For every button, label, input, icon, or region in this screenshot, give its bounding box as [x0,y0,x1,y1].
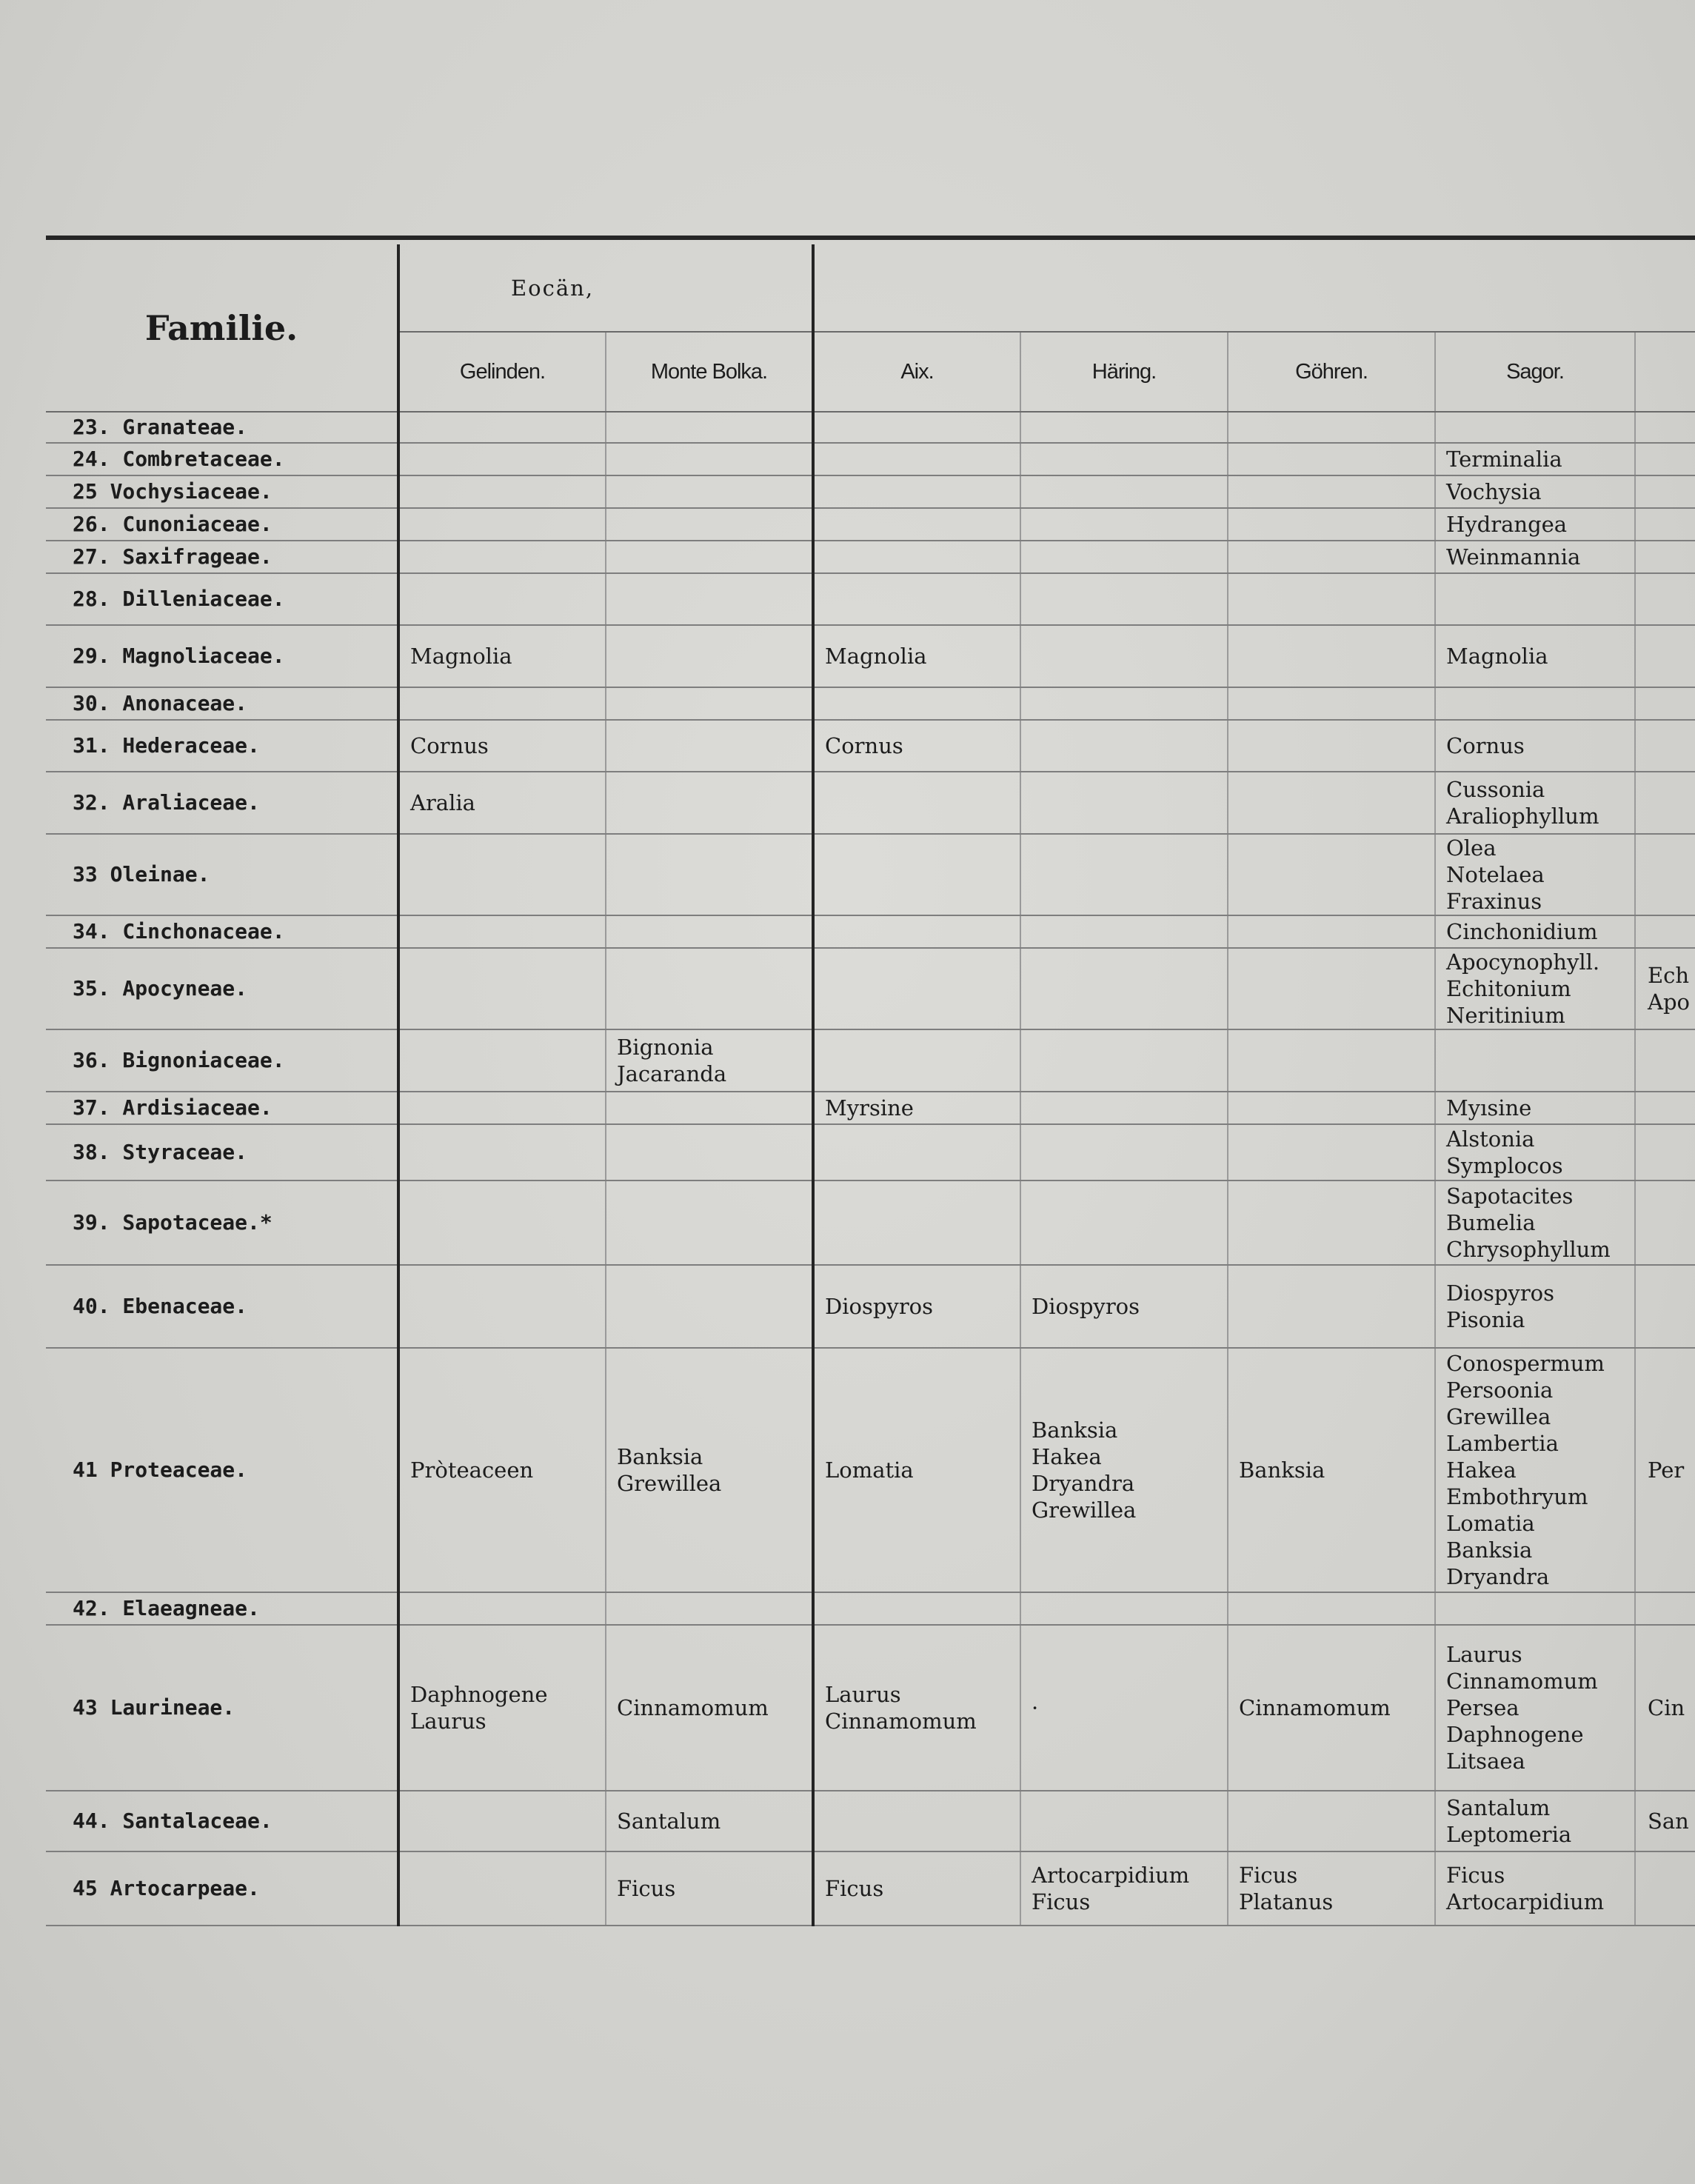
cell-goehren [1228,1092,1435,1124]
cell-haering [1020,541,1228,573]
cell-line: Lomatia [1446,1511,1535,1536]
cell-monte-bolka [606,834,813,915]
cell-gelinden: Aralia [398,772,606,834]
cell-line: Leptomeria [1446,1822,1572,1847]
cell-monte-bolka [606,1592,813,1625]
cell-next [1635,1265,1695,1348]
cell-goehren [1228,573,1435,625]
cell-line: Echitonium [1446,976,1571,1001]
cell-gelinden [398,834,606,915]
col-header-goehren: Göhren. [1228,332,1435,412]
cell-line: Olea [1446,835,1497,861]
cell-gelinden [398,1092,606,1124]
cell-line: Laurus [1446,1642,1522,1667]
cell-sagor [1435,687,1635,720]
cell-goehren [1228,508,1435,541]
table-row [46,1592,1695,1625]
cell-aix [813,687,1020,720]
cell-gelinden [398,508,606,541]
cell-line: Embothryum [1446,1484,1588,1509]
cell-sagor: Weinmannia [1435,541,1635,573]
cell-aix [813,1029,1020,1092]
cell-next [1635,443,1695,475]
flora-table [46,244,1695,1926]
cell-aix [813,948,1020,1029]
cell-familie: 41 Proteaceae. [46,1348,398,1592]
cell-next: Per [1635,1348,1695,1592]
cell-next: San [1635,1791,1695,1851]
cell-next [1635,412,1695,443]
cell-goehren [1228,412,1435,443]
cell-line: Daphnogene [1446,1722,1584,1747]
epoch-header: Eocän, [398,244,813,332]
cell-next [1635,541,1695,573]
cell-haering [1020,443,1228,475]
table-row [46,573,1695,625]
header-row-epoch [46,244,1695,332]
cell-haering [1020,1851,1228,1926]
cell-line: Ficus [1446,1863,1505,1888]
cell-line: Fraxinus [1446,889,1542,914]
cell-sagor [1435,1791,1635,1851]
cell-gelinden [398,412,606,443]
cell-aix [813,443,1020,475]
cell-line: Araliophyllum [1446,804,1599,829]
cell-goehren: Cinnamomum [1228,1625,1435,1791]
cell-familie: 28. Dilleniaceae. [46,573,398,625]
table-row [46,1348,1695,1592]
cell-aix [813,772,1020,834]
cell-goehren [1228,1124,1435,1181]
cell-sagor [1435,412,1635,443]
cell-gelinden [398,1124,606,1181]
cell-aix [813,834,1020,915]
cell-line: Diospyros [1446,1280,1555,1306]
cell-goehren [1228,1851,1435,1926]
cell-line: Ech [1648,963,1690,988]
cell-familie: 42. Elaeagneae. [46,1592,398,1625]
cell-gelinden [398,1625,606,1791]
col-header-sagor: Sagor. [1435,332,1635,412]
cell-familie: 32. Araliaceae. [46,772,398,834]
cell-sagor: Terminalia [1435,443,1635,475]
cell-line: Notelaea [1446,862,1545,887]
cell-line: Banksia [617,1444,703,1469]
cell-next [1635,834,1695,915]
cell-line: Cinnamomum [1446,1669,1598,1694]
cell-line: Daphnogene [410,1682,548,1707]
table-row [46,1791,1695,1851]
cell-gelinden [398,573,606,625]
cell-line: Persoonia [1446,1377,1554,1403]
cell-familie: 35. Apocyneae. [46,948,398,1029]
cell-next [1635,1029,1695,1092]
cell-gelinden [398,1265,606,1348]
table-row [46,508,1695,541]
cell-haering [1020,1092,1228,1124]
cell-familie: 25 Vochysiaceae. [46,475,398,508]
table-row [46,687,1695,720]
cell-monte-bolka [606,412,813,443]
cell-aix: Magnolia [813,625,1020,687]
cell-goehren [1228,720,1435,772]
table-row [46,1029,1695,1092]
cell-monte-bolka [606,1265,813,1348]
cell-line: Banksia [1032,1417,1118,1443]
cell-line: Banksia [1446,1537,1533,1563]
table-row [46,443,1695,475]
cell-line: Persea [1446,1695,1520,1720]
cell-goehren [1228,948,1435,1029]
cell-goehren [1228,443,1435,475]
cell-gelinden [398,915,606,948]
cell-sagor [1435,1625,1635,1791]
cell-aix [813,508,1020,541]
cell-gelinden: Cornus [398,720,606,772]
cell-familie: 38. Styraceae. [46,1124,398,1181]
cell-aix [813,412,1020,443]
cell-gelinden [398,948,606,1029]
cell-gelinden [398,475,606,508]
table-row [46,948,1695,1029]
col-header-aix: Aix. [813,332,1020,412]
cell-haering [1020,1592,1228,1625]
cell-goehren [1228,687,1435,720]
cell-aix [813,475,1020,508]
cell-next [1635,475,1695,508]
cell-next [1635,687,1695,720]
cell-goehren [1228,475,1435,508]
cell-line: Alstonia [1446,1126,1535,1152]
cell-monte-bolka [606,541,813,573]
cell-monte-bolka [606,475,813,508]
cell-familie: 23. Granateae. [46,412,398,443]
cell-monte-bolka [606,720,813,772]
cell-aix [813,541,1020,573]
table-row [46,1851,1695,1926]
cell-next: Cin [1635,1625,1695,1791]
cell-haering [1020,687,1228,720]
cell-line: Artocarpidium [1032,1863,1190,1888]
cell-gelinden [398,443,606,475]
cell-sagor: Cinchonidium [1435,915,1635,948]
cell-next [1635,772,1695,834]
cell-sagor: Cornus [1435,720,1635,772]
table-row [46,412,1695,443]
cell-haering [1020,1124,1228,1181]
cell-line: Sapotacites [1446,1183,1574,1209]
cell-line: Artocarpidium [1446,1889,1605,1914]
cell-haering [1020,475,1228,508]
cell-line: Neritinium [1446,1003,1565,1028]
cell-familie: 36. Bignoniaceae. [46,1029,398,1092]
cell-gelinden [398,1181,606,1265]
cell-goehren [1228,834,1435,915]
cell-familie: 34. Cinchonaceae. [46,915,398,948]
cell-monte-bolka [606,1029,813,1092]
cell-sagor: Hydrangea [1435,508,1635,541]
cell-monte-bolka [606,1124,813,1181]
cell-haering [1020,772,1228,834]
cell-familie: 27. Saxifrageae. [46,541,398,573]
cell-sagor [1435,1348,1635,1592]
cell-familie: 24. Combretaceae. [46,443,398,475]
cell-aix: Lomatia [813,1348,1020,1592]
table-row [46,625,1695,687]
cell-sagor [1435,1029,1635,1092]
cell-monte-bolka: Ficus [606,1851,813,1926]
cell-goehren: Banksia [1228,1348,1435,1592]
cell-familie: 39. Sapotaceae.* [46,1181,398,1265]
cell-next [1635,1124,1695,1181]
cell-monte-bolka [606,772,813,834]
cell-line: Symplocos [1446,1153,1563,1178]
cell-line: Jacaranda [617,1061,727,1086]
cell-line: Laurus [825,1682,901,1707]
cell-haering [1020,412,1228,443]
cell-aix: Myrsine [813,1092,1020,1124]
cell-sagor: Vochysia [1435,475,1635,508]
cell-familie: 37. Ardisiaceae. [46,1092,398,1124]
cell-haering: · [1020,1625,1228,1791]
table-row [46,475,1695,508]
cell-line: Grewillea [1446,1404,1551,1429]
table-row [46,915,1695,948]
cell-monte-bolka [606,687,813,720]
table-row [46,1625,1695,1791]
cell-haering [1020,625,1228,687]
cell-familie: 26. Cunoniaceae. [46,508,398,541]
cell-monte-bolka [606,1348,813,1592]
cell-haering [1020,508,1228,541]
cell-monte-bolka [606,508,813,541]
cell-line: Platanus [1239,1889,1334,1914]
cell-goehren [1228,625,1435,687]
cell-gelinden [398,1592,606,1625]
table-row [46,1181,1695,1265]
cell-goehren [1228,1265,1435,1348]
table-row [46,1092,1695,1124]
cell-goehren [1228,541,1435,573]
table-row [46,1124,1695,1181]
cell-familie: 43 Laurineae. [46,1625,398,1791]
cell-monte-bolka: Cinnamomum [606,1625,813,1791]
cell-familie: 44. Santalaceae. [46,1791,398,1851]
table-row [46,720,1695,772]
cell-sagor [1435,1265,1635,1348]
cell-goehren [1228,1592,1435,1625]
cell-familie: 30. Anonaceae. [46,687,398,720]
cell-next [1635,948,1695,1029]
cell-aix [813,915,1020,948]
cell-goehren [1228,915,1435,948]
cell-next [1635,720,1695,772]
cell-line: Dryandra [1032,1471,1135,1496]
cell-line: Hakea [1032,1444,1102,1469]
cell-next [1635,1592,1695,1625]
cell-line: Bignonia [617,1035,714,1060]
cell-sagor [1435,573,1635,625]
col-header-haering: Häring. [1020,332,1228,412]
cell-haering [1020,720,1228,772]
cell-line: Hakea [1446,1457,1517,1483]
table-row [46,541,1695,573]
cell-goehren [1228,1029,1435,1092]
cell-haering [1020,1029,1228,1092]
cell-familie: 40. Ebenaceae. [46,1265,398,1348]
cell-line: Bumelia [1446,1210,1536,1235]
col-header-gelinden: Gelinden. [398,332,606,412]
table-row [46,834,1695,915]
col-header-next [1635,332,1695,412]
cell-haering [1020,573,1228,625]
cell-gelinden [398,541,606,573]
cell-sagor [1435,772,1635,834]
cell-aix [813,573,1020,625]
cell-gelinden [398,1791,606,1851]
cell-haering [1020,834,1228,915]
cell-familie: 45 Artocarpeae. [46,1851,398,1926]
cell-aix [813,1592,1020,1625]
cell-haering [1020,915,1228,948]
cell-gelinden [398,1029,606,1092]
cell-haering [1020,948,1228,1029]
cell-next [1635,1851,1695,1926]
cell-line: Chrysophyllum [1446,1237,1611,1262]
cell-line: Grewillea [617,1471,722,1496]
cell-next [1635,508,1695,541]
cell-goehren [1228,1181,1435,1265]
cell-aix [813,1124,1020,1181]
cell-line: Lambertia [1446,1431,1559,1456]
cell-line: Santalum [1446,1795,1551,1820]
cell-familie: 31. Hederaceae. [46,720,398,772]
cell-sagor [1435,1592,1635,1625]
col-header-monte-bolka: Monte Bolka. [606,332,813,412]
cell-line: Laurus [410,1709,487,1734]
cell-goehren [1228,1791,1435,1851]
cell-aix: Ficus [813,1851,1020,1926]
table-row [46,1265,1695,1348]
cell-monte-bolka [606,948,813,1029]
cell-line: Apo [1648,989,1690,1015]
cell-next [1635,625,1695,687]
cell-familie: 29. Magnoliaceae. [46,625,398,687]
cell-aix [813,1181,1020,1265]
cell-line: Cussonia [1446,777,1545,802]
cell-next [1635,915,1695,948]
cell-sagor: Myısine [1435,1092,1635,1124]
cell-goehren [1228,772,1435,834]
cell-aix [813,1791,1020,1851]
cell-line: Apocynophyll. [1446,949,1600,975]
cell-aix: Cornus [813,720,1020,772]
cell-next [1635,573,1695,625]
cell-haering: Diospyros [1020,1265,1228,1348]
cell-monte-bolka [606,1181,813,1265]
cell-gelinden: Magnolia [398,625,606,687]
cell-aix: Diospyros [813,1265,1020,1348]
cell-gelinden: Pròteaceen [398,1348,606,1592]
cell-next [1635,1181,1695,1265]
table-row [46,772,1695,834]
cell-haering [1020,1348,1228,1592]
cell-monte-bolka [606,915,813,948]
cell-sagor [1435,1181,1635,1265]
cell-line: Grewillea [1032,1497,1137,1523]
cell-sagor [1435,948,1635,1029]
cell-haering [1020,1181,1228,1265]
cell-sagor [1435,834,1635,915]
cell-monte-bolka [606,1092,813,1124]
cell-line: Ficus [1239,1863,1298,1888]
cell-line: Ficus [1032,1889,1091,1914]
cell-monte-bolka [606,443,813,475]
cell-gelinden [398,1851,606,1926]
cell-line: Cinnamomum [825,1709,977,1734]
cell-haering [1020,1791,1228,1851]
table-top-rule [46,236,1695,240]
cell-line: Pisonia [1446,1307,1525,1332]
cell-monte-bolka [606,573,813,625]
cell-sagor: Magnolia [1435,625,1635,687]
cell-next [1635,1092,1695,1124]
cell-monte-bolka [606,625,813,687]
cell-sagor [1435,1851,1635,1926]
cell-line: Dryandra [1446,1564,1550,1589]
cell-line: Litsaea [1446,1749,1525,1774]
cell-sagor [1435,1124,1635,1181]
cell-familie: 33 Oleinae. [46,834,398,915]
cell-gelinden [398,687,606,720]
familie-header: Familie. [46,244,398,412]
epoch-header-continued [813,244,1695,332]
cell-aix [813,1625,1020,1791]
cell-monte-bolka: Santalum [606,1791,813,1851]
cell-line: Conospermum [1446,1351,1605,1376]
